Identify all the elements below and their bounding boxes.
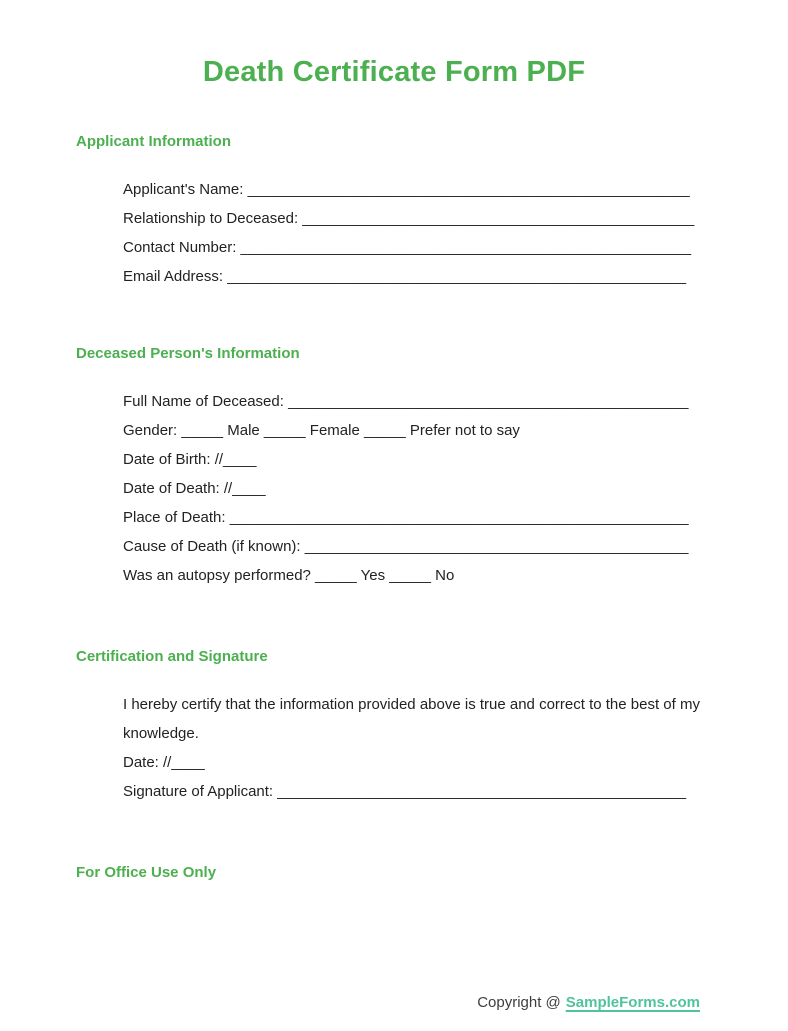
form-line-contact-number: • Contact Number: ______________________________________________________ [123,233,703,262]
form-line-place-of-death: • Place of Death: _______________________________________________________ [123,503,703,532]
form-line-cause-of-death: • Cause of Death (if known): ______________________________________________ [123,532,703,561]
heading-applicant-information: Applicant Information [76,133,231,150]
form-line-applicant-name: • Applicant's Name: _____________________________________________________ [123,175,703,204]
applicant-information-list [76,175,712,291]
copyright-text: Copyright @ [477,994,561,1011]
certification-and-signature-list [76,690,712,806]
form-line-date-of-birth: • Date of Birth: //____ [123,445,703,474]
form-line-certification-date: • Date: //____ [123,748,703,777]
deceased-person-information-list [76,387,712,590]
section-applicant-information [76,133,712,291]
form-line-autopsy-performed: • Was an autopsy performed? _____ Yes _____ No [123,561,703,590]
footer [477,994,700,1011]
heading-deceased-person-information: Deceased Person's Information [76,345,300,362]
heading-for-office-use-only: For Office Use Only [76,864,217,881]
form-line-relationship-to-deceased: • Relationship to Deceased: _______________________________________________ [123,204,703,233]
form-line-email-address: • Email Address: _______________________________________________________ [123,262,703,291]
section-for-office-use-only [76,864,712,882]
heading-certification-and-signature: Certification and Signature [76,648,268,665]
form-line-full-name-of-deceased: • Full Name of Deceased: ________________________________________________ [123,387,703,416]
page-title: Death Certificate Form PDF [202,56,586,88]
document-content [0,133,788,882]
section-deceased-person-information [76,345,712,590]
form-line-date-of-death: • Date of Death: //____ [123,474,703,503]
section-certification-and-signature [76,648,712,806]
form-line-gender: • Gender: _____ Male _____ Female _____ Prefer not to say [123,416,703,445]
form-line-certify-statement: • I hereby certify that the information provided above is true and correct to the best of my knowledge. [123,690,703,748]
form-line-signature-of-applicant: • Signature of Applicant: _________________________________________________ [123,777,703,806]
sampleforms-link[interactable]: SampleForms.com [565,994,700,1011]
